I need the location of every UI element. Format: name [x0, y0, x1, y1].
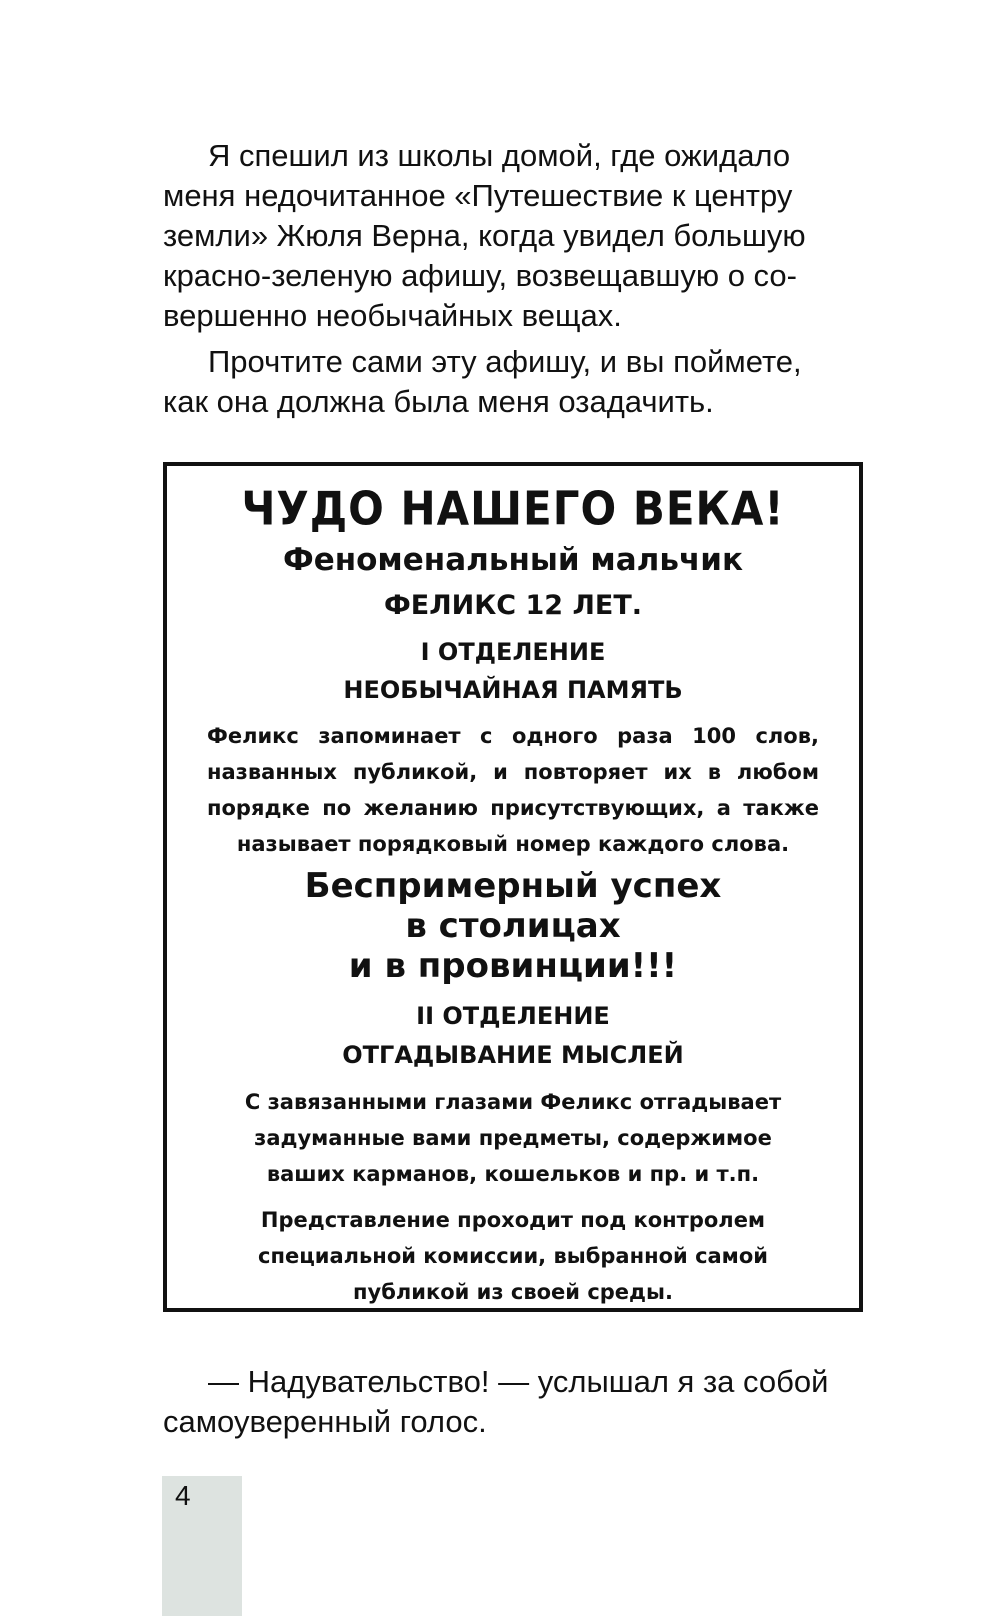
outro-paragraph [163, 1362, 877, 1442]
poster-section-2-title: ОТГАДЫВАНИЕ МЫСЛЕЙ [342, 1041, 684, 1069]
note-line-3: публикой из своей среды. [353, 1280, 673, 1304]
poster-section-2-label: II ОТДЕЛЕНИЕ [416, 1002, 610, 1030]
p3-line-2: самоуверенный голос. [163, 1404, 487, 1439]
poster-success-line-2: в столицах [405, 906, 621, 946]
poster-box [163, 462, 863, 1312]
p1-line-3: земли» Жюля Верна, когда увидел большую [163, 218, 806, 253]
section-2-line-2: задуманные вами предметы, содержимое [254, 1126, 772, 1150]
poster-success-line-3: и в провинции!!! [348, 946, 678, 986]
poster-note [167, 1202, 859, 1310]
p1-line-4: красно-зеленую афишу, возвещавшую о со- [163, 258, 797, 293]
poster-headline: ЧУДО НАШЕГО ВЕКА! [241, 481, 785, 536]
poster-section-2-text [167, 1084, 859, 1192]
poster-section-1-text: Феликс запоминает с одного раза 100 слов, названных публикой, и повторяет их в любом порядке по желанию присутствующих, а также называет порядковый номер каждого слова. [207, 724, 819, 856]
section-2-line-1: С завязанными глазами Феликс отгадывает [244, 1090, 782, 1114]
p2-line-2: как она должна была меня озадачить. [163, 384, 714, 419]
p2-line-1: Прочтите сами эту афишу, и вы поймете, [208, 344, 802, 379]
page-number-tab [162, 1476, 242, 1616]
page-number: 4 [175, 1480, 191, 1511]
p3-line-1: — Надувательство! — услышал я за собой [208, 1364, 829, 1399]
section-2-line-3: ваших карманов, кошельков и пр. и т.п. [266, 1162, 760, 1186]
poster-subtitle: Феноменальный мальчик [282, 542, 744, 578]
p1-line-2: меня недочитанное «Путешествие к центру [163, 178, 793, 213]
poster-name: ФЕЛИКС 12 ЛЕТ. [383, 590, 643, 621]
poster-section-1-label: I ОТДЕЛЕНИЕ [420, 638, 606, 666]
intro-paragraph-2 [163, 342, 877, 422]
p1-line-1: Я спешил из школы домой, где ожидало [208, 138, 791, 173]
note-line-1: Представление проходит под контролем [260, 1208, 766, 1232]
poster-section-1-title: НЕОБЫЧАЙНАЯ ПАМЯТЬ [343, 676, 683, 704]
intro-paragraph-1 [163, 136, 877, 336]
poster-success-line-1: Беспримерный успех [304, 866, 722, 906]
note-line-2: специальной комиссии, выбранной самой [258, 1244, 768, 1268]
p1-line-5: вершенно необычайных вещах. [163, 298, 622, 333]
